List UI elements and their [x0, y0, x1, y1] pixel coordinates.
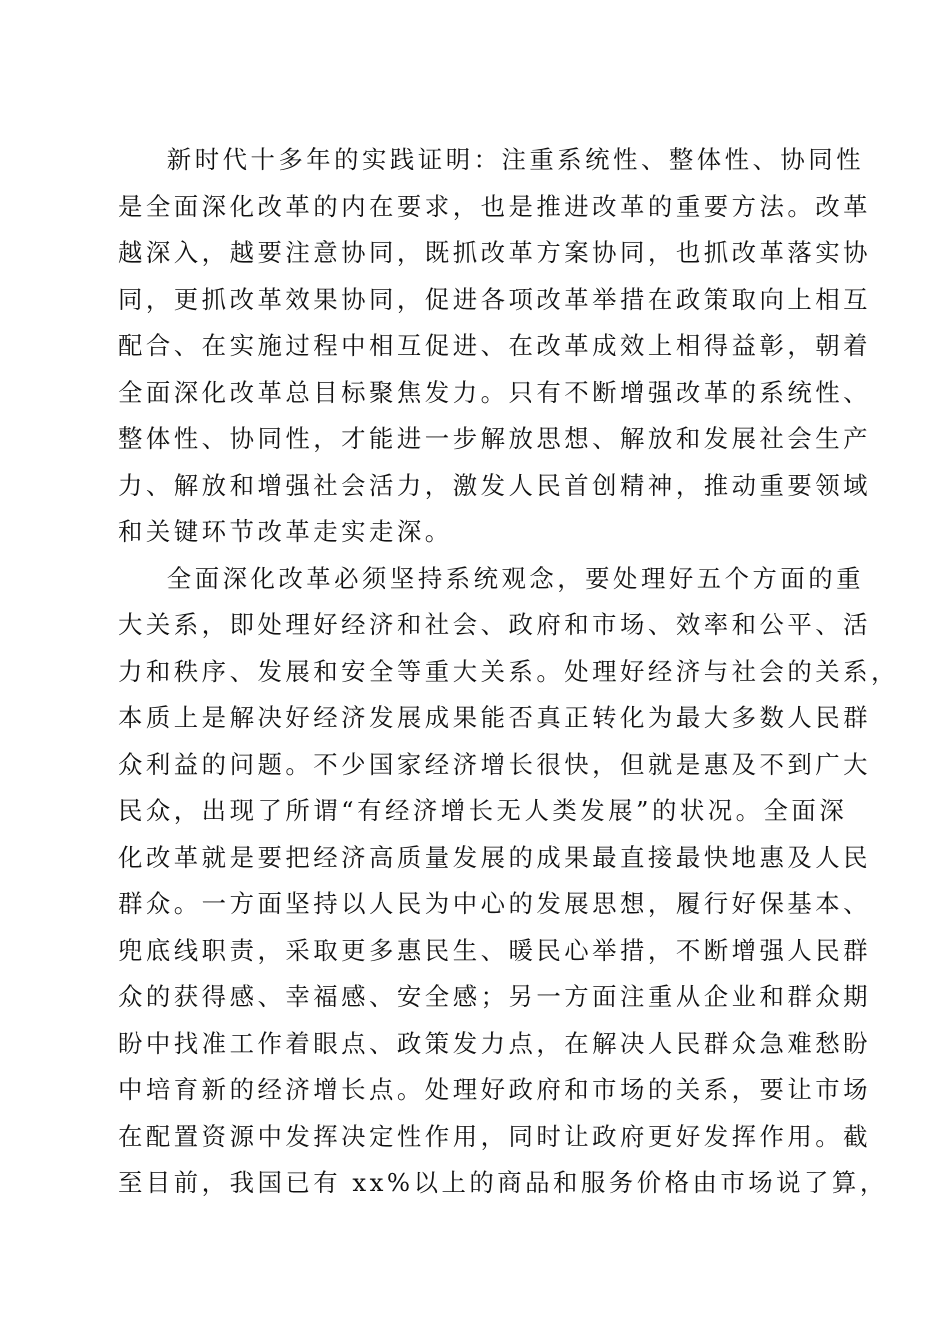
text-line: 是全面深化改革的内在要求，也是推进改革的重要方法。改革: [118, 191, 872, 221]
text-line: 群众。一方面坚持以人民为中心的发展思想，履行好保基本、: [118, 889, 872, 918]
text-line: 全面深化改革总目标聚焦发力。只有不断增强改革的系统性、: [118, 377, 872, 407]
text-line: 和关键环节改革走实走深。: [118, 517, 453, 546]
document-body: [118, 137, 899, 1207]
text-line: 同，更抓改革效果协同，促进各项改革举措在政策取向上相互: [118, 284, 872, 314]
text-line: 至目前，我国已有 xx%以上的商品和服务价格由市场说了算，: [118, 1168, 888, 1197]
text-line: 盼中找准工作着眼点、政策发力点，在解决人民群众急难愁盼: [118, 1028, 872, 1058]
text-line: 众利益的问题。不少国家经济增长很快，但就是惠及不到广大: [118, 749, 872, 779]
text-line: 整体性、协同性，才能进一步解放思想、解放和发展社会生产: [118, 424, 872, 453]
text-line: 民众，出现了所谓“有经济增长无人类发展”的状况。全面深: [118, 796, 848, 825]
text-line: 力、解放和增强社会活力，激发人民首创精神，推动重要领域: [118, 470, 872, 500]
text-line: 配合、在实施过程中相互促进、在改革成效上相得益彰，朝着: [118, 331, 872, 360]
text-line: 本质上是解决好经济发展成果能否真正转化为最大多数人民群: [118, 703, 872, 732]
text-line: 越深入，越要注意协同，既抓改革方案协同，也抓改革落实协: [118, 238, 872, 267]
paragraph-system-coordination: [118, 137, 872, 556]
text-line: 众的获得感、幸福感、安全感；另一方面注重从企业和群众期: [118, 982, 872, 1011]
text-line: 兜底线职责，采取更多惠民生、暖民心举措，不断增强人民群: [118, 935, 872, 965]
paragraph-five-relationships: [118, 556, 899, 1207]
text-line: 大关系，即处理好经济和社会、政府和市场、效率和公平、活: [118, 610, 872, 639]
text-line: 化改革就是要把经济高质量发展的成果最直接最快地惠及人民: [118, 842, 872, 872]
text-line: 力和秩序、发展和安全等重大关系。处理好经济与社会的关系，: [118, 656, 899, 686]
text-line: 新时代十多年的实践证明：注重系统性、整体性、协同性: [166, 145, 865, 174]
text-line: 在配置资源中发挥决定性作用，同时让政府更好发挥作用。截: [118, 1121, 872, 1151]
text-line: 中培育新的经济增长点。处理好政府和市场的关系，要让市场: [118, 1075, 872, 1104]
text-line: 全面深化改革必须坚持系统观念，要处理好五个方面的重: [166, 563, 865, 593]
